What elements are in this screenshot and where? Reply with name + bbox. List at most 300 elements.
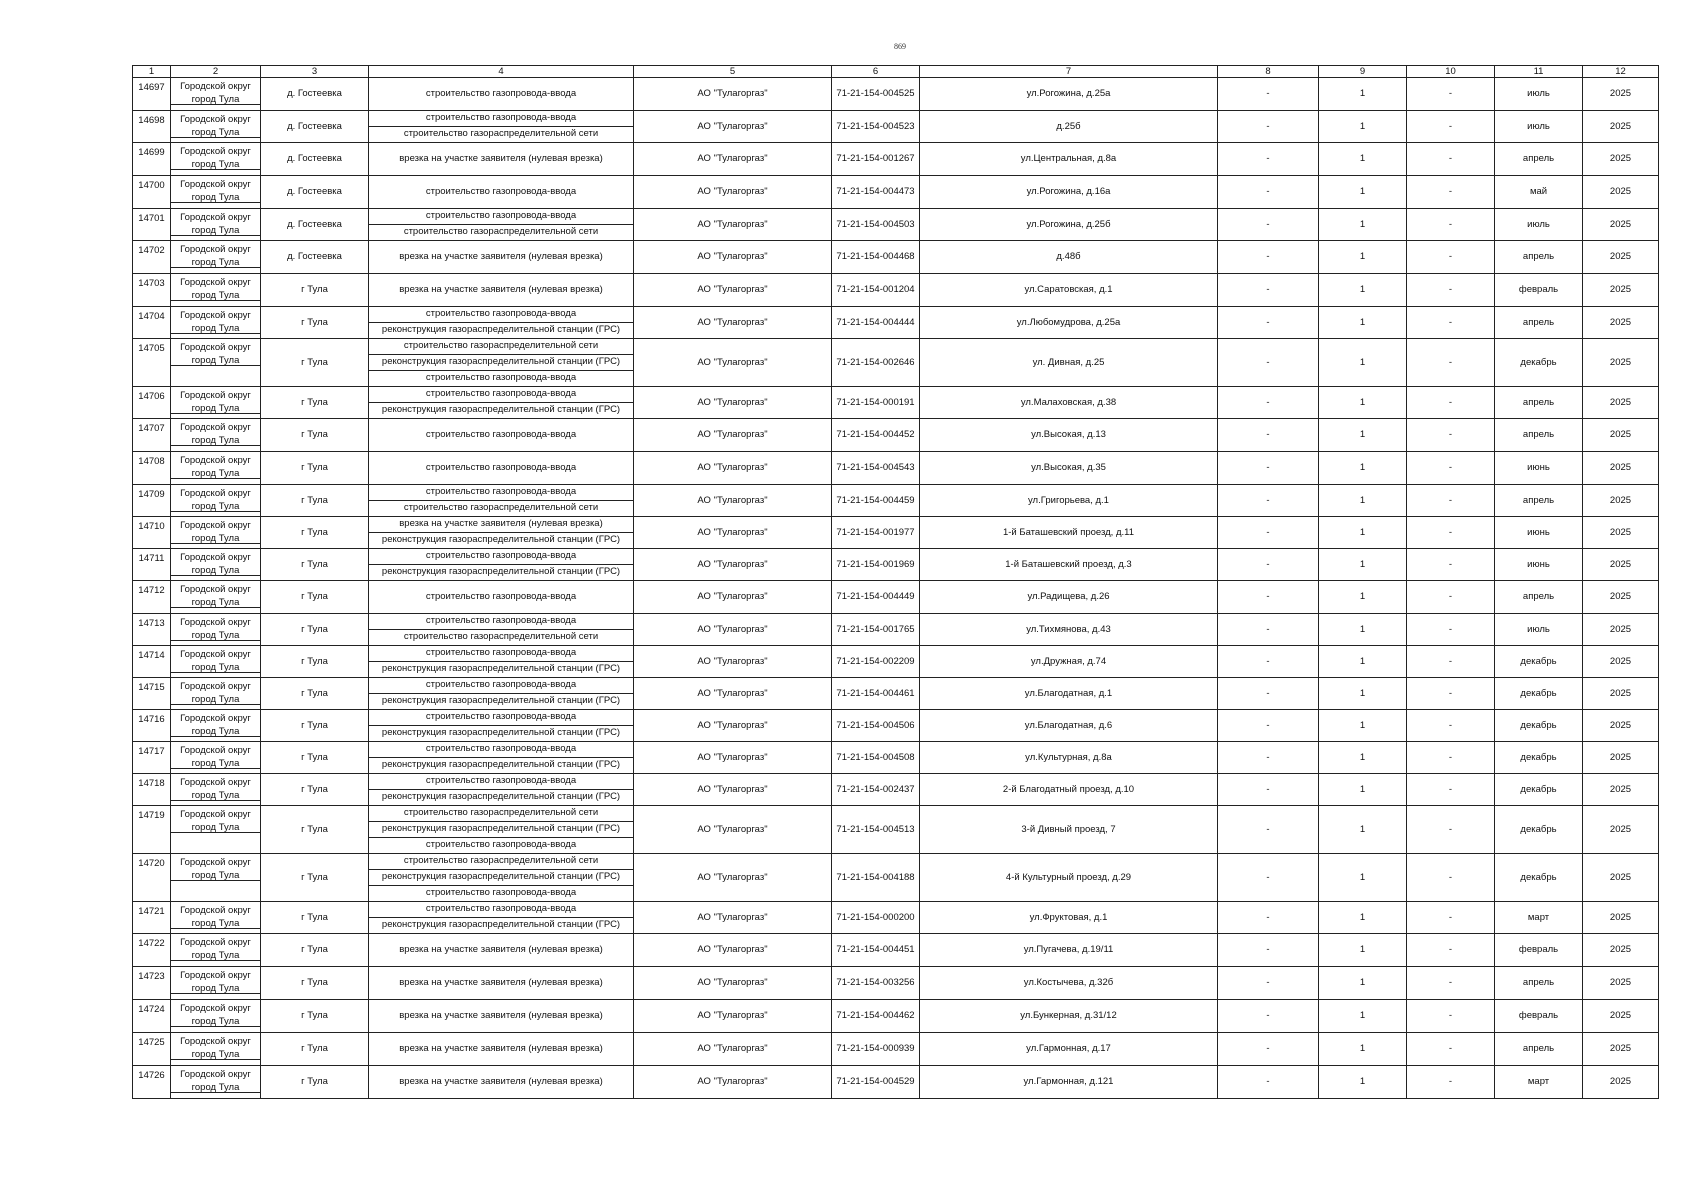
organization-cell: АО "Тулагоргаз" <box>634 78 832 111</box>
year-cell: 2025 <box>1583 176 1659 209</box>
work-item: врезка на участке заявителя (нулевая врезка) <box>399 153 603 164</box>
application-id-cell: 71-21-154-002209 <box>832 646 920 678</box>
column-9-cell: 1 <box>1319 78 1407 111</box>
address-cell: ул.Высокая, д.13 <box>920 419 1218 452</box>
column-header: 6 <box>832 66 920 78</box>
municipality-cell <box>171 934 261 967</box>
column-10-cell: - <box>1407 143 1495 176</box>
column-8-cell: - <box>1218 854 1319 902</box>
municipality-text: Городской округ город Тула <box>171 902 260 929</box>
work-item: строительство газопровода-ввода <box>425 679 577 690</box>
work-item: строительство газораспределительной сети <box>403 855 599 866</box>
table-row <box>133 78 1659 111</box>
application-id-cell: 71-21-154-001977 <box>832 517 920 549</box>
works-cell <box>369 1066 634 1099</box>
record-number-cell: 14716 <box>133 710 171 742</box>
month-cell: апрель <box>1495 143 1583 176</box>
organization-cell: АО "Тулагоргаз" <box>634 176 832 209</box>
column-10-cell: - <box>1407 549 1495 581</box>
table-row <box>133 1033 1659 1066</box>
month-cell: июнь <box>1495 549 1583 581</box>
work-item: строительство газопровода-ввода <box>425 591 577 602</box>
column-9-cell: 1 <box>1319 1066 1407 1099</box>
locality-cell: г Тула <box>261 452 369 485</box>
column-8-cell: - <box>1218 111 1319 143</box>
month-cell: апрель <box>1495 1033 1583 1066</box>
works-cell <box>369 1000 634 1033</box>
table-row <box>133 387 1659 419</box>
application-id-cell: 71-21-154-004513 <box>832 806 920 854</box>
work-item: реконструкция газораспределительной станции (ГРС) <box>369 354 633 370</box>
record-number-cell: 14710 <box>133 517 171 549</box>
address-cell: 4-й Культурный проезд, д.29 <box>920 854 1218 902</box>
column-9-cell: 1 <box>1319 710 1407 742</box>
column-10-cell: - <box>1407 209 1495 241</box>
year-cell: 2025 <box>1583 1033 1659 1066</box>
municipality-text: Городской округ город Тула <box>171 710 260 737</box>
record-number-cell: 14714 <box>133 646 171 678</box>
column-8-cell: - <box>1218 1033 1319 1066</box>
record-number-cell: 14706 <box>133 387 171 419</box>
year-cell: 2025 <box>1583 241 1659 274</box>
column-10-cell: - <box>1407 307 1495 339</box>
record-number-cell: 14722 <box>133 934 171 967</box>
column-9-cell: 1 <box>1319 241 1407 274</box>
address-cell: ул.Саратовская, д.1 <box>920 274 1218 307</box>
municipality-text: Городской округ город Тула <box>171 241 260 268</box>
municipality-cell <box>171 854 261 902</box>
work-item: врезка на участке заявителя (нулевая врезка) <box>399 251 603 262</box>
locality-cell: г Тула <box>261 967 369 1000</box>
table-row <box>133 854 1659 902</box>
address-cell: ул.Гармонная, д.17 <box>920 1033 1218 1066</box>
year-cell: 2025 <box>1583 78 1659 111</box>
year-cell: 2025 <box>1583 485 1659 517</box>
column-10-cell: - <box>1407 452 1495 485</box>
works-cell <box>369 710 634 742</box>
municipality-text: Городской округ город Тула <box>171 143 260 170</box>
locality-cell: д. Гостеевка <box>261 78 369 111</box>
address-cell: д.25б <box>920 111 1218 143</box>
column-8-cell: - <box>1218 614 1319 646</box>
work-item: строительство газораспределительной сети <box>369 629 633 645</box>
month-cell: апрель <box>1495 967 1583 1000</box>
work-item: строительство газопровода-ввода <box>425 429 577 440</box>
works-cell <box>369 774 634 806</box>
works-cell <box>369 549 634 581</box>
works-cell <box>369 387 634 419</box>
organization-cell: АО "Тулагоргаз" <box>634 485 832 517</box>
locality-cell: г Тула <box>261 1066 369 1099</box>
record-number-cell: 14702 <box>133 241 171 274</box>
work-item: врезка на участке заявителя (нулевая врезка) <box>399 284 603 295</box>
column-9-cell: 1 <box>1319 581 1407 614</box>
month-cell: апрель <box>1495 581 1583 614</box>
work-item: реконструкция газораспределительной станции (ГРС) <box>369 402 633 418</box>
work-item: реконструкция газораспределительной станции (ГРС) <box>369 869 633 885</box>
table-row <box>133 176 1659 209</box>
municipality-cell <box>171 902 261 934</box>
address-cell: ул.Пугачева, д.19/11 <box>920 934 1218 967</box>
application-id-cell: 71-21-154-002437 <box>832 774 920 806</box>
column-9-cell: 1 <box>1319 854 1407 902</box>
locality-cell: г Тула <box>261 1000 369 1033</box>
work-item: строительство газопровода-ввода <box>425 308 577 319</box>
year-cell: 2025 <box>1583 581 1659 614</box>
address-cell: ул. Дивная, д.25 <box>920 339 1218 387</box>
column-9-cell: 1 <box>1319 934 1407 967</box>
application-id-cell: 71-21-154-001267 <box>832 143 920 176</box>
work-item: строительство газопровода-ввода <box>369 885 633 901</box>
municipality-text: Городской округ город Тула <box>171 419 260 446</box>
address-cell: 2-й Благодатный проезд, д.10 <box>920 774 1218 806</box>
column-8-cell: - <box>1218 646 1319 678</box>
municipality-text: Городской округ город Тула <box>171 78 260 105</box>
month-cell: декабрь <box>1495 646 1583 678</box>
municipality-text: Городской округ город Тула <box>171 209 260 236</box>
column-10-cell: - <box>1407 581 1495 614</box>
locality-cell: г Тула <box>261 387 369 419</box>
column-9-cell: 1 <box>1319 452 1407 485</box>
work-item: реконструкция газораспределительной станции (ГРС) <box>369 789 633 805</box>
address-cell: ул.Рогожина, д.16а <box>920 176 1218 209</box>
work-item: строительство газопровода-ввода <box>425 388 577 399</box>
column-9-cell: 1 <box>1319 614 1407 646</box>
month-cell: июль <box>1495 209 1583 241</box>
municipality-cell <box>171 339 261 387</box>
record-number-cell: 14700 <box>133 176 171 209</box>
record-number-cell: 14723 <box>133 967 171 1000</box>
application-id-cell: 71-21-154-004451 <box>832 934 920 967</box>
locality-cell: д. Гостеевка <box>261 241 369 274</box>
locality-cell: г Тула <box>261 274 369 307</box>
locality-cell: г Тула <box>261 742 369 774</box>
municipality-cell <box>171 274 261 307</box>
organization-cell: АО "Тулагоргаз" <box>634 241 832 274</box>
table-row <box>133 307 1659 339</box>
month-cell: февраль <box>1495 274 1583 307</box>
month-cell: июнь <box>1495 517 1583 549</box>
municipality-text: Городской округ город Тула <box>171 806 260 833</box>
work-item: строительство газопровода-ввода <box>425 88 577 99</box>
month-cell: февраль <box>1495 934 1583 967</box>
work-item: строительство газопровода-ввода <box>425 775 577 786</box>
organization-cell: АО "Тулагоргаз" <box>634 1066 832 1099</box>
application-id-cell: 71-21-154-001765 <box>832 614 920 646</box>
application-id-cell: 71-21-154-004529 <box>832 1066 920 1099</box>
municipality-text: Городской округ город Тула <box>171 1033 260 1060</box>
column-9-cell: 1 <box>1319 517 1407 549</box>
year-cell: 2025 <box>1583 742 1659 774</box>
municipality-cell <box>171 241 261 274</box>
organization-cell: АО "Тулагоргаз" <box>634 307 832 339</box>
address-cell: ул.Любомудрова, д.25а <box>920 307 1218 339</box>
municipality-text: Городской округ город Тула <box>171 581 260 608</box>
column-9-cell: 1 <box>1319 143 1407 176</box>
work-item: строительство газопровода-ввода <box>425 112 577 123</box>
record-number-cell: 14711 <box>133 549 171 581</box>
month-cell: июль <box>1495 111 1583 143</box>
works-cell <box>369 614 634 646</box>
table-row <box>133 143 1659 176</box>
address-cell: ул.Малаховская, д.38 <box>920 387 1218 419</box>
municipality-cell <box>171 967 261 1000</box>
address-cell: ул.Рогожина, д.25б <box>920 209 1218 241</box>
work-item: реконструкция газораспределительной станции (ГРС) <box>369 564 633 580</box>
year-cell: 2025 <box>1583 387 1659 419</box>
organization-cell: АО "Тулагоргаз" <box>634 854 832 902</box>
record-number-cell: 14720 <box>133 854 171 902</box>
year-cell: 2025 <box>1583 710 1659 742</box>
municipality-text: Городской округ город Тула <box>171 1066 260 1093</box>
column-10-cell: - <box>1407 774 1495 806</box>
municipality-text: Городской округ город Тула <box>171 774 260 801</box>
work-item: строительство газопровода-ввода <box>425 615 577 626</box>
column-8-cell: - <box>1218 419 1319 452</box>
works-cell <box>369 517 634 549</box>
table-row <box>133 934 1659 967</box>
column-10-cell: - <box>1407 387 1495 419</box>
organization-cell: АО "Тулагоргаз" <box>634 614 832 646</box>
works-cell <box>369 934 634 967</box>
organization-cell: АО "Тулагоргаз" <box>634 549 832 581</box>
locality-cell: д. Гостеевка <box>261 209 369 241</box>
month-cell: апрель <box>1495 307 1583 339</box>
address-cell: ул.Фруктовая, д.1 <box>920 902 1218 934</box>
municipality-cell <box>171 614 261 646</box>
work-item: реконструкция газораспределительной станции (ГРС) <box>369 725 633 741</box>
works-cell <box>369 646 634 678</box>
address-cell: ул.Дружная, д.74 <box>920 646 1218 678</box>
column-10-cell: - <box>1407 902 1495 934</box>
year-cell: 2025 <box>1583 209 1659 241</box>
column-10-cell: - <box>1407 742 1495 774</box>
table-row <box>133 274 1659 307</box>
works-cell <box>369 307 634 339</box>
column-8-cell: - <box>1218 710 1319 742</box>
year-cell: 2025 <box>1583 902 1659 934</box>
address-cell: ул.Благодатная, д.6 <box>920 710 1218 742</box>
column-9-cell: 1 <box>1319 549 1407 581</box>
locality-cell: г Тула <box>261 307 369 339</box>
year-cell: 2025 <box>1583 806 1659 854</box>
municipality-cell <box>171 419 261 452</box>
work-item: реконструкция газораспределительной станции (ГРС) <box>369 757 633 773</box>
works-cell <box>369 581 634 614</box>
organization-cell: АО "Тулагоргаз" <box>634 967 832 1000</box>
column-10-cell: - <box>1407 78 1495 111</box>
application-id-cell: 71-21-154-004525 <box>832 78 920 111</box>
month-cell: март <box>1495 1066 1583 1099</box>
year-cell: 2025 <box>1583 774 1659 806</box>
municipality-text: Городской округ город Тула <box>171 967 260 994</box>
municipality-cell <box>171 549 261 581</box>
column-8-cell: - <box>1218 143 1319 176</box>
table-row <box>133 452 1659 485</box>
application-id-cell: 71-21-154-004459 <box>832 485 920 517</box>
locality-cell: д. Гостеевка <box>261 143 369 176</box>
organization-cell: АО "Тулагоргаз" <box>634 274 832 307</box>
address-cell: ул.Благодатная, д.1 <box>920 678 1218 710</box>
locality-cell: г Тула <box>261 517 369 549</box>
table-row <box>133 1066 1659 1099</box>
month-cell: декабрь <box>1495 339 1583 387</box>
month-cell: апрель <box>1495 419 1583 452</box>
work-item: строительство газопровода-ввода <box>425 486 577 497</box>
organization-cell: АО "Тулагоргаз" <box>634 646 832 678</box>
table-row <box>133 549 1659 581</box>
column-10-cell: - <box>1407 485 1495 517</box>
table-row <box>133 339 1659 387</box>
address-cell: ул.Радищева, д.26 <box>920 581 1218 614</box>
column-8-cell: - <box>1218 581 1319 614</box>
column-9-cell: 1 <box>1319 307 1407 339</box>
work-item: строительство газораспределительной сети <box>369 126 633 142</box>
month-cell: апрель <box>1495 241 1583 274</box>
table-row <box>133 419 1659 452</box>
municipality-text: Городской округ город Тула <box>171 646 260 673</box>
record-number-cell: 14708 <box>133 452 171 485</box>
locality-cell: г Тула <box>261 646 369 678</box>
month-cell: декабрь <box>1495 774 1583 806</box>
municipality-text: Городской округ город Тула <box>171 485 260 512</box>
column-10-cell: - <box>1407 854 1495 902</box>
locality-cell: г Тула <box>261 902 369 934</box>
municipality-cell <box>171 806 261 854</box>
work-item: строительство газопровода-ввода <box>369 837 633 853</box>
work-item: врезка на участке заявителя (нулевая врезка) <box>399 944 603 955</box>
page-number: 869 <box>894 42 906 51</box>
column-9-cell: 1 <box>1319 274 1407 307</box>
work-item: строительство газопровода-ввода <box>369 370 633 386</box>
column-9-cell: 1 <box>1319 485 1407 517</box>
record-number-cell: 14713 <box>133 614 171 646</box>
column-header: 9 <box>1319 66 1407 78</box>
municipality-cell <box>171 774 261 806</box>
column-9-cell: 1 <box>1319 209 1407 241</box>
application-id-cell: 71-21-154-003256 <box>832 967 920 1000</box>
locality-cell: г Тула <box>261 854 369 902</box>
locality-cell: г Тула <box>261 1033 369 1066</box>
works-cell <box>369 742 634 774</box>
table-row <box>133 806 1659 854</box>
column-10-cell: - <box>1407 339 1495 387</box>
locality-cell: г Тула <box>261 419 369 452</box>
record-number-cell: 14724 <box>133 1000 171 1033</box>
record-number-cell: 14717 <box>133 742 171 774</box>
column-8-cell: - <box>1218 1066 1319 1099</box>
month-cell: декабрь <box>1495 806 1583 854</box>
year-cell: 2025 <box>1583 1000 1659 1033</box>
work-item: строительство газопровода-ввода <box>425 210 577 221</box>
column-9-cell: 1 <box>1319 111 1407 143</box>
month-cell: февраль <box>1495 1000 1583 1033</box>
column-9-cell: 1 <box>1319 967 1407 1000</box>
column-9-cell: 1 <box>1319 1000 1407 1033</box>
organization-cell: АО "Тулагоргаз" <box>634 517 832 549</box>
application-id-cell: 71-21-154-000200 <box>832 902 920 934</box>
column-8-cell: - <box>1218 176 1319 209</box>
work-item: строительство газопровода-ввода <box>425 743 577 754</box>
locality-cell: г Тула <box>261 581 369 614</box>
works-cell <box>369 339 634 387</box>
column-8-cell: - <box>1218 678 1319 710</box>
table-row <box>133 678 1659 710</box>
column-9-cell: 1 <box>1319 419 1407 452</box>
column-8-cell: - <box>1218 241 1319 274</box>
column-9-cell: 1 <box>1319 678 1407 710</box>
record-number-cell: 14725 <box>133 1033 171 1066</box>
works-cell <box>369 678 634 710</box>
organization-cell: АО "Тулагоргаз" <box>634 742 832 774</box>
column-9-cell: 1 <box>1319 1033 1407 1066</box>
table-row <box>133 111 1659 143</box>
column-10-cell: - <box>1407 678 1495 710</box>
column-header: 12 <box>1583 66 1659 78</box>
municipality-cell <box>171 176 261 209</box>
organization-cell: АО "Тулагоргаз" <box>634 419 832 452</box>
record-number-cell: 14697 <box>133 78 171 111</box>
column-10-cell: - <box>1407 419 1495 452</box>
municipality-cell <box>171 111 261 143</box>
application-id-cell: 71-21-154-004468 <box>832 241 920 274</box>
municipality-text: Городской округ город Тула <box>171 176 260 203</box>
municipality-cell <box>171 581 261 614</box>
table-row <box>133 774 1659 806</box>
municipality-cell <box>171 209 261 241</box>
month-cell: декабрь <box>1495 854 1583 902</box>
municipality-cell <box>171 742 261 774</box>
record-number-cell: 14705 <box>133 339 171 387</box>
organization-cell: АО "Тулагоргаз" <box>634 710 832 742</box>
organization-cell: АО "Тулагоргаз" <box>634 1033 832 1066</box>
address-cell: ул.Бункерная, д.31/12 <box>920 1000 1218 1033</box>
column-header: 8 <box>1218 66 1319 78</box>
month-cell: май <box>1495 176 1583 209</box>
address-cell: д.48б <box>920 241 1218 274</box>
column-9-cell: 1 <box>1319 742 1407 774</box>
works-cell <box>369 176 634 209</box>
column-header: 7 <box>920 66 1218 78</box>
column-8-cell: - <box>1218 209 1319 241</box>
organization-cell: АО "Тулагоргаз" <box>634 143 832 176</box>
table-row <box>133 902 1659 934</box>
works-cell <box>369 854 634 902</box>
municipality-cell <box>171 1066 261 1099</box>
work-item: строительство газопровода-ввода <box>425 711 577 722</box>
organization-cell: АО "Тулагоргаз" <box>634 452 832 485</box>
organization-cell: АО "Тулагоргаз" <box>634 806 832 854</box>
address-cell: ул.Центральная, д.8а <box>920 143 1218 176</box>
work-item: реконструкция газораспределительной станции (ГРС) <box>369 693 633 709</box>
table-row <box>133 742 1659 774</box>
month-cell: июнь <box>1495 452 1583 485</box>
column-10-cell: - <box>1407 934 1495 967</box>
address-cell: ул.Высокая, д.35 <box>920 452 1218 485</box>
table-row <box>133 581 1659 614</box>
application-id-cell: 71-21-154-004444 <box>832 307 920 339</box>
table-row <box>133 646 1659 678</box>
column-9-cell: 1 <box>1319 339 1407 387</box>
works-cell <box>369 902 634 934</box>
locality-cell: г Тула <box>261 934 369 967</box>
column-header: 2 <box>171 66 261 78</box>
municipality-cell <box>171 452 261 485</box>
record-number-cell: 14704 <box>133 307 171 339</box>
column-8-cell: - <box>1218 78 1319 111</box>
municipality-cell <box>171 387 261 419</box>
year-cell: 2025 <box>1583 678 1659 710</box>
